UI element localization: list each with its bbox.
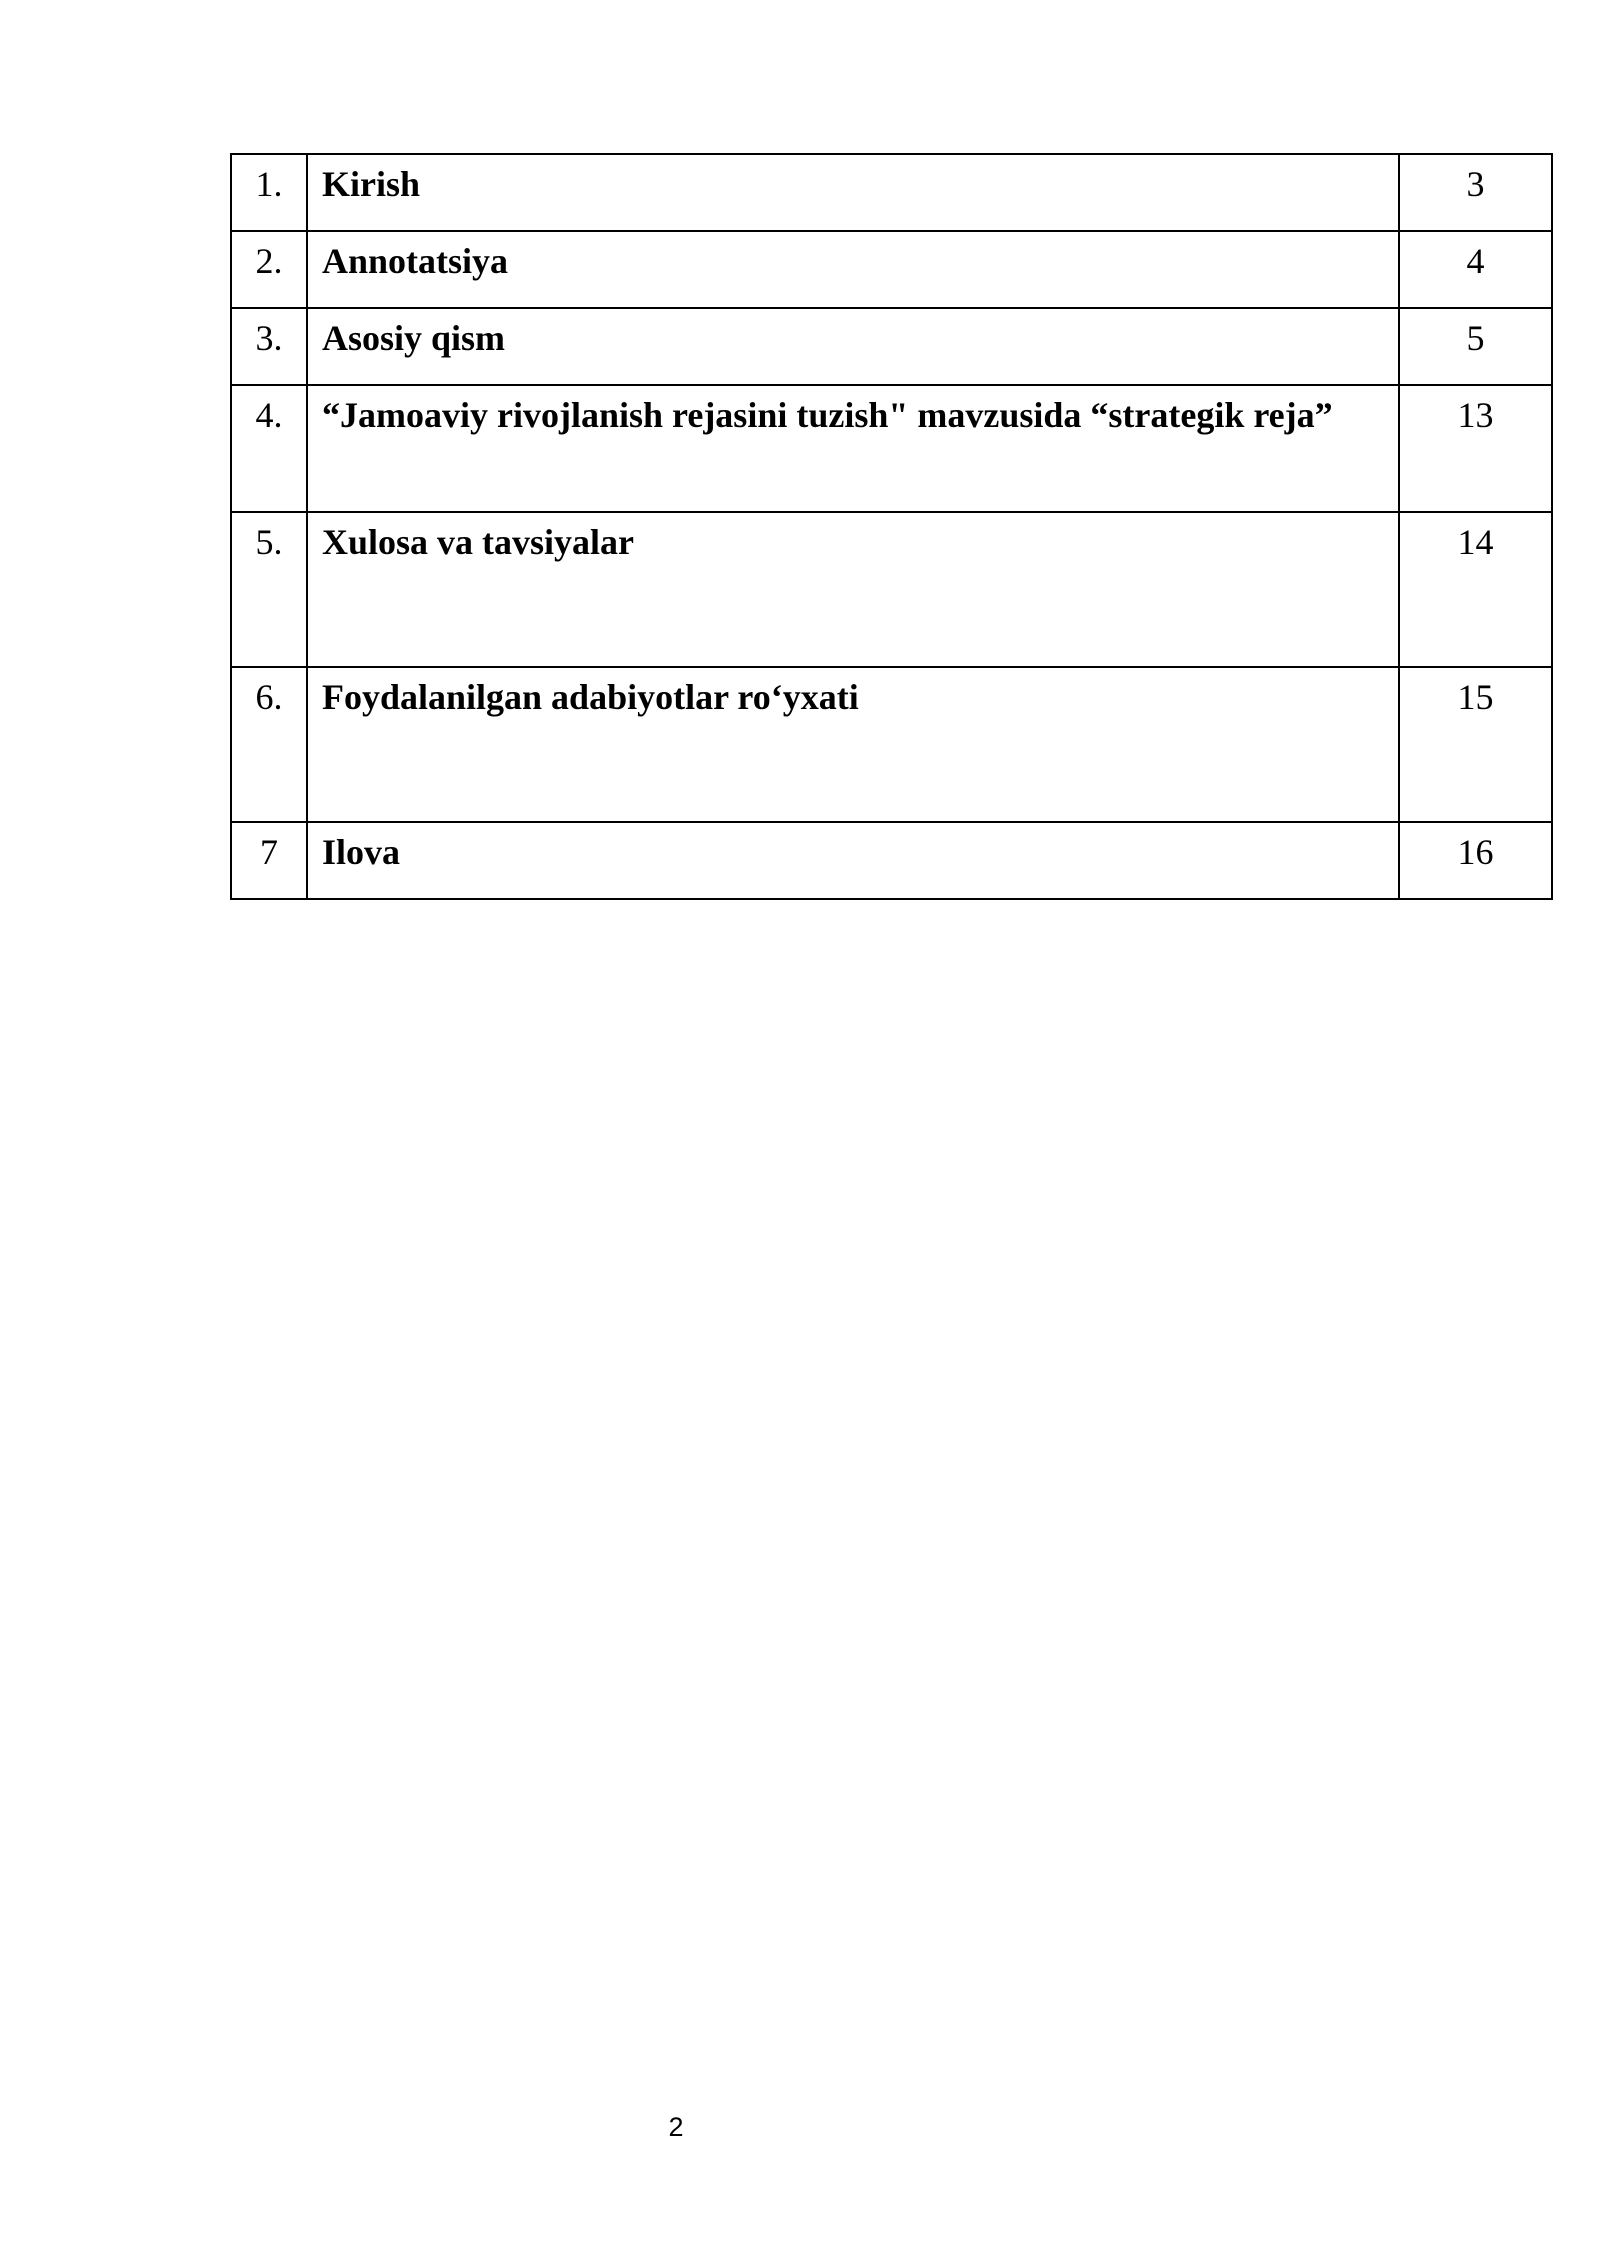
toc-item-page: 5 (1399, 308, 1552, 385)
toc-item-number: 6. (231, 667, 307, 822)
table-row (231, 308, 1552, 385)
table-of-contents (230, 153, 1553, 900)
table-row (231, 667, 1552, 822)
table-row (231, 822, 1552, 899)
toc-item-title: Ilova (307, 822, 1399, 899)
toc-item-title: “Jamoaviy rivojlanish rejasini tuzish" mavzusida “strategik reja” (307, 385, 1399, 512)
table-row (231, 512, 1552, 667)
toc-item-number: 4. (231, 385, 307, 512)
toc-item-number: 7 (231, 822, 307, 899)
toc-item-title: Xulosa va tavsiyalar (307, 512, 1399, 667)
toc-item-number: 1. (231, 154, 307, 231)
toc-item-page: 14 (1399, 512, 1552, 667)
table-row (231, 231, 1552, 308)
toc-item-page: 16 (1399, 822, 1552, 899)
toc-item-page: 15 (1399, 667, 1552, 822)
toc-item-page: 3 (1399, 154, 1552, 231)
toc-item-page: 13 (1399, 385, 1552, 512)
toc-item-title: Kirish (307, 154, 1399, 231)
toc-item-page: 4 (1399, 231, 1552, 308)
toc-item-number: 5. (231, 512, 307, 667)
toc-item-title: Asosiy qism (307, 308, 1399, 385)
toc-item-title: Annotatsiya (307, 231, 1399, 308)
toc-item-number: 3. (231, 308, 307, 385)
toc-item-title: Foydalanilgan adabiyotlar ro‘yxati (307, 667, 1399, 822)
table-row (231, 385, 1552, 512)
table-row (231, 154, 1552, 231)
toc-item-number: 2. (231, 231, 307, 308)
page-number: 2 (668, 2112, 684, 2142)
